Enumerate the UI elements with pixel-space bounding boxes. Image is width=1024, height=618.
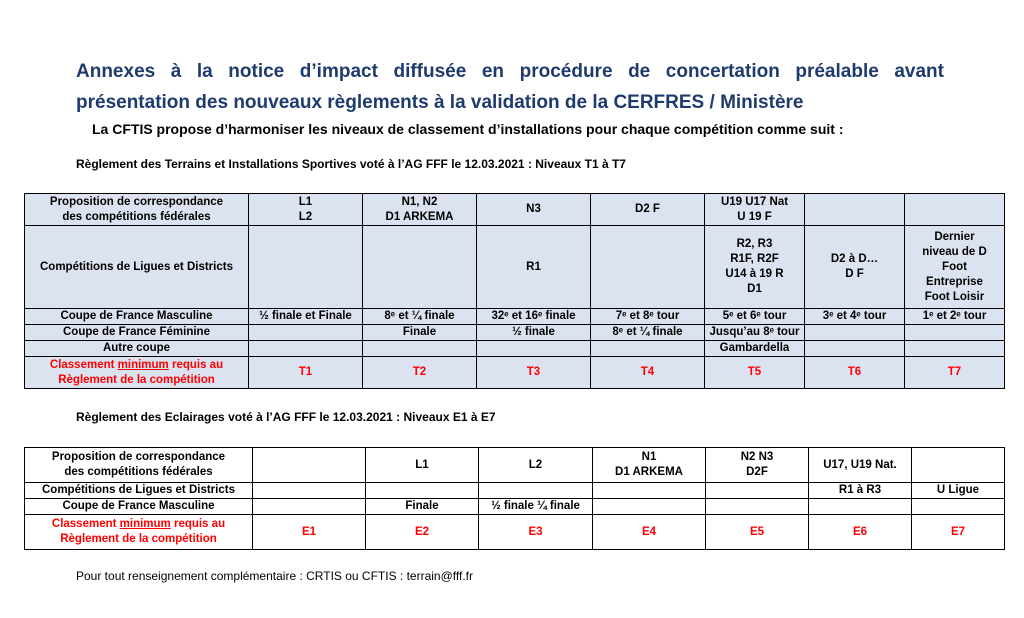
cell-t7: Dernier niveau de D Foot Entreprise Foot Loisir xyxy=(905,226,1005,309)
table-row-cdf-feminine xyxy=(25,325,1005,341)
row-label: Coupe de France Masculine xyxy=(25,499,253,515)
cell-t1: L1 L2 xyxy=(249,194,363,226)
cell-e4: N1 D1 ARKEMA xyxy=(593,448,706,483)
footer-contact: Pour tout renseignement complémentaire : CRTIS ou CFTIS : terrain@fff.fr xyxy=(76,569,474,583)
level-t7: T7 xyxy=(905,357,1005,389)
cell-t4: D2 F xyxy=(591,194,705,226)
row-label: Autre coupe xyxy=(25,341,249,357)
cell-t6 xyxy=(805,341,905,357)
table-row-cdf-masculine xyxy=(25,499,1005,515)
cell-t3 xyxy=(477,341,591,357)
cell-t6: D2 à D… D F xyxy=(805,226,905,309)
cell-t2 xyxy=(363,226,477,309)
section-title-eclairages: Règlement des Eclairages voté à l’AG FFF le 12.03.2021 : Niveaux E1 à E7 xyxy=(76,410,496,424)
cell-t7 xyxy=(905,341,1005,357)
cell-e2: L1 xyxy=(366,448,479,483)
cell-e7 xyxy=(912,499,1005,515)
cell-t7 xyxy=(905,194,1005,226)
cell-t6 xyxy=(805,194,905,226)
cell-e1 xyxy=(253,483,366,499)
cell-e6: R1 à R3 xyxy=(809,483,912,499)
level-t1: T1 xyxy=(249,357,363,389)
cell-t1 xyxy=(249,341,363,357)
table-row-ligues xyxy=(25,483,1005,499)
cell-t7: 1ᵉ et 2ᵉ tour xyxy=(905,309,1005,325)
level-t2: T2 xyxy=(363,357,477,389)
cell-e7: U Ligue xyxy=(912,483,1005,499)
level-e3: E3 xyxy=(479,515,593,550)
terrains-table xyxy=(24,193,1005,389)
level-t3: T3 xyxy=(477,357,591,389)
cell-t2: Finale xyxy=(363,325,477,341)
cell-e7 xyxy=(912,448,1005,483)
level-e2: E2 xyxy=(366,515,479,550)
cell-t3: N3 xyxy=(477,194,591,226)
table-row-proposition xyxy=(25,448,1005,483)
cell-t6: 3ᵉ et 4ᵉ tour xyxy=(805,309,905,325)
table-row-classement xyxy=(25,357,1005,389)
level-e1: E1 xyxy=(253,515,366,550)
level-t6: T6 xyxy=(805,357,905,389)
cell-t4 xyxy=(591,341,705,357)
row-label: Proposition de correspondance des compétitions fédérales xyxy=(25,448,253,483)
level-e5: E5 xyxy=(706,515,809,550)
table-row-cdf-masculine xyxy=(25,309,1005,325)
table-row-proposition xyxy=(25,194,1005,226)
cell-t2 xyxy=(363,341,477,357)
cell-t4: 7ᵉ et 8ᵉ tour xyxy=(591,309,705,325)
cell-t2: 8ᵉ et ¼ finale xyxy=(363,309,477,325)
row-label: Compétitions de Ligues et Districts xyxy=(25,226,249,309)
cell-t5: U19 U17 Nat U 19 F xyxy=(705,194,805,226)
cell-t5: Jusqu’au 8ᵉ tour xyxy=(705,325,805,341)
cell-e3: L2 xyxy=(479,448,593,483)
level-e6: E6 xyxy=(809,515,912,550)
cell-t3: 32ᵉ et 16ᵉ finale xyxy=(477,309,591,325)
section-title-terrains: Règlement des Terrains et Installations Sportives voté à l’AG FFF le 12.03.2021 : Niveaux T1 à T7 xyxy=(76,157,626,171)
cell-e5 xyxy=(706,499,809,515)
cell-e4 xyxy=(593,483,706,499)
cell-t7 xyxy=(905,325,1005,341)
cell-t5: Gambardella xyxy=(705,341,805,357)
cell-t2: N1, N2 D1 ARKEMA xyxy=(363,194,477,226)
table-row-classement xyxy=(25,515,1005,550)
page-title-line-2: présentation des nouveaux règlements à la validation de la CERFRES / Ministère xyxy=(76,92,804,113)
page-title-line-1: Annexes à la notice d’impact diffusée en procédure de concertation préalable avant xyxy=(76,61,944,82)
cell-t6 xyxy=(805,325,905,341)
cell-t4: 8ᵉ et ¼ finale xyxy=(591,325,705,341)
row-label: Compétitions de Ligues et Districts xyxy=(25,483,253,499)
cell-t3: R1 xyxy=(477,226,591,309)
cell-t4 xyxy=(591,226,705,309)
cell-e6: U17, U19 Nat. xyxy=(809,448,912,483)
cell-e5 xyxy=(706,483,809,499)
eclairages-table xyxy=(24,447,1005,550)
cell-e4 xyxy=(593,499,706,515)
level-e7: E7 xyxy=(912,515,1005,550)
row-label: Classement minimum requis au Règlement de la compétition xyxy=(25,357,249,389)
cell-t1 xyxy=(249,325,363,341)
cell-t3: ½ finale xyxy=(477,325,591,341)
cell-e3: ½ finale ¼ finale xyxy=(479,499,593,515)
level-t5: T5 xyxy=(705,357,805,389)
table-row-autre-coupe xyxy=(25,341,1005,357)
intro-text: La CFTIS propose d’harmoniser les niveaux de classement d’installations pour chaque compétition comme suit : xyxy=(92,121,844,137)
row-label: Proposition de correspondance des compétitions fédérales xyxy=(25,194,249,226)
cell-t1 xyxy=(249,226,363,309)
cell-e1 xyxy=(253,448,366,483)
cell-e6 xyxy=(809,499,912,515)
cell-e2 xyxy=(366,483,479,499)
cell-t5: 5ᵉ et 6ᵉ tour xyxy=(705,309,805,325)
cell-t5: R2, R3 R1F, R2F U14 à 19 R D1 xyxy=(705,226,805,309)
row-label: Coupe de France Masculine xyxy=(25,309,249,325)
table-row-ligues xyxy=(25,226,1005,309)
cell-e1 xyxy=(253,499,366,515)
row-label: Classement minimum requis au Règlement de la compétition xyxy=(25,515,253,550)
level-t4: T4 xyxy=(591,357,705,389)
level-e4: E4 xyxy=(593,515,706,550)
cell-e3 xyxy=(479,483,593,499)
cell-e2: Finale xyxy=(366,499,479,515)
cell-t1: ½ finale et Finale xyxy=(249,309,363,325)
row-label: Coupe de France Féminine xyxy=(25,325,249,341)
cell-e5: N2 N3 D2F xyxy=(706,448,809,483)
